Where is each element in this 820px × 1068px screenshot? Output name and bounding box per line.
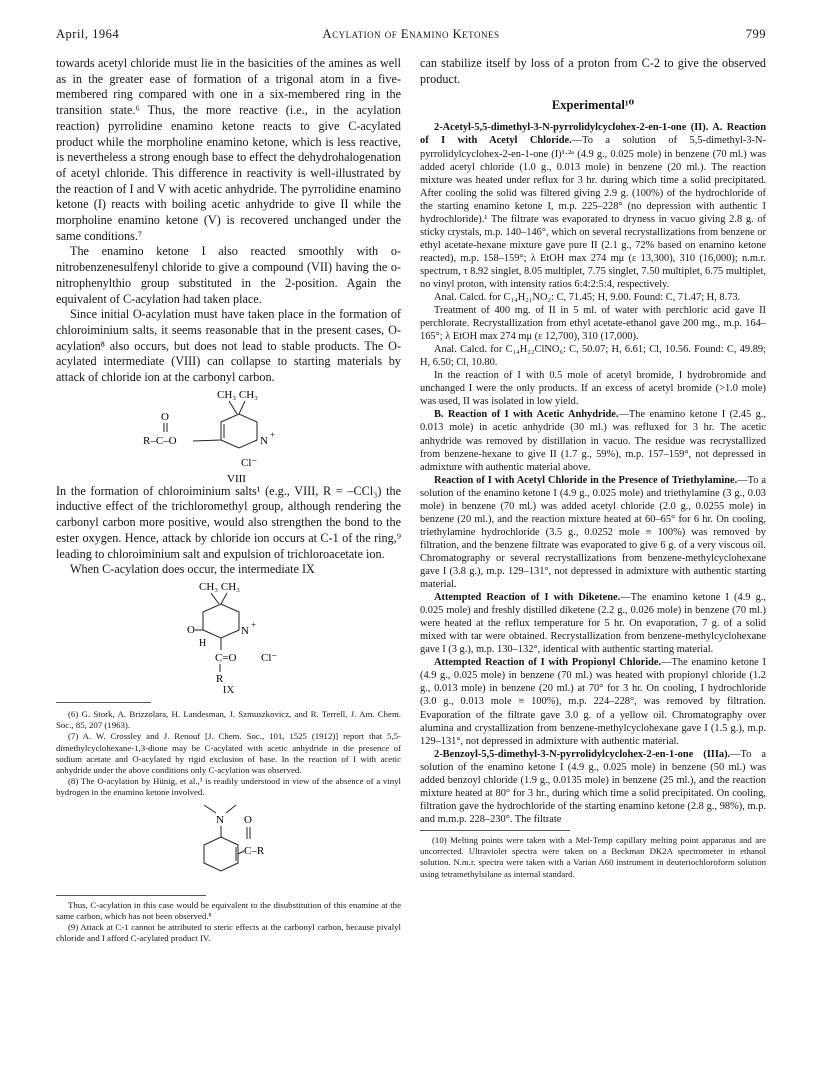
experimental-paragraph (420, 474, 766, 591)
footnote-rule (56, 895, 206, 896)
section-title: Experimental¹⁰ (551, 98, 635, 113)
acyl-carbonyl: C=O (214, 651, 236, 664)
body-paragraph: When C-acylation does occur, the intermediate IX (70, 562, 315, 577)
left-column (56, 56, 401, 944)
experimental-paragraph (420, 121, 766, 291)
r-group: R (215, 672, 223, 685)
footnote: (7) A. W. Crossley and J. Renouf [J. Chem. Soc., 101, 1525 (1912)] report that 5,5-dimethylcyclohexane-1,3-dione may be C-acylated with acetic anhydride in the presence of sodium acetate and O-acylated by rigid exclusion of base. In the reaction of I with acetic anhydride under the above conditions only C-acylation was observed. (56, 731, 401, 775)
chloride-ion: Cl⁻ (240, 456, 257, 469)
structure-ix (129, 578, 329, 688)
chloride-ion: Cl⁻ (260, 651, 277, 664)
paragraph-text: —The enamino ketone I (2.45 g., 0.013 mole) in acetic anhydride (30 ml.) was refluxed for 3 hr. The acetic anhydride was removed by distillation in vacuo. The residue was recrystallized from benzene-hexane to give II (1.7 g., 59%), m.p. 157–159°, not depressed in admixture with authentic material above. (420, 409, 766, 473)
ester-group: R–C–O (142, 434, 177, 447)
footnote: (6) G. Stork, A. Brizzolara, H. Landesman, J. Szmuszkovicz, and R. Terrell, J. Am. Chem. Soc., 85, 207 (1963). (56, 708, 401, 731)
run-in-heading: 2-Benzoyl-5,5-dimethyl-3-N-pyrrolidylcyclohex-2-en-1-one (IIIa). (434, 748, 731, 760)
paragraph-text: —To a solution of the enamino ketone I (4.9 g., 0.025 mole) in benzene (50 ml.) was added benzoyl chloride (1.9 g., 0.0135 mole) in benzene (25 ml.), and the reaction mixture heated at 80° for 3 hr., during which time a solid precipitated. On cooling, filtration gave the hydrochloride of the starting enamino ketone (2.8 g., 98%), m.p. and m.m.p. 228–230°. The filtrate (420, 748, 767, 825)
header-title: Acylation of Enamino Ketones (322, 27, 500, 41)
experimental-paragraph: Anal. Calcd. for C₁₄H₂₁NO₂: C, 71.45; H, 9.00. Found: C, 71.47; H, 8.73. (434, 292, 741, 304)
footnotes (56, 709, 401, 799)
ring-o: O (186, 623, 195, 636)
page-header (56, 27, 766, 43)
body-paragraph: Since initial O-acylation must have taken place in the formation of chloroiminium salts, it seems reasonable that in the present cases, O-acylation⁸ also occurs, but does not lead to stable products. The O-acylated intermediate (VIII) can collapse to starting materials by attack of chloride ion at the carbonyl carbon. (56, 307, 401, 385)
run-in-heading: Attempted Reaction of I with Propionyl Chloride. (434, 657, 662, 669)
experimental-paragraph (420, 656, 766, 747)
run-in-heading: B. Reaction of I with Acetic Anhydride. (434, 409, 619, 421)
body-paragraph: The enamino ketone I also reacted smoothly with o-nitrobenzenesulfenyl chloride to give a compound (VII) having the o-nitrophenylthio group substituted in the 2-position. Again the equivalent of C-acylation had taken place. (56, 244, 401, 306)
experimental-paragraph (420, 591, 766, 656)
body-paragraph: can stabilize itself by loss of a proton from C-2 to give the observed product. (420, 56, 766, 86)
right-column (420, 56, 766, 880)
methyl-label: CH₃ CH₃ (216, 388, 258, 401)
experimental-paragraph: In the reaction of I with 0.5 mole of acetyl bromide, I hydrobromide and unchanged I were the only products. If an excess of acetyl bromide (>1.0 mole) was used, II was isolated in low yield. (420, 370, 766, 408)
body-paragraph: In the formation of chloroiminium salts¹ (e.g., VIII, R = –CCl₃) the inductive effect of the trichloromethyl group, although rendering the carbonyl carbon more positive, would also strengthen the bond to the ester oxygen. Hence, attack by chloride ion occurs at C-1 of the ring,⁹ leading to chloroiminium salt and expulsion of trichloroacetate ion. (56, 483, 401, 561)
experimental-paragraph: Anal. Calcd. for C₁₄H₂₂ClNO₆: C, 50.07; H, 6.61; Cl, 10.56. Found: C, 49.89; H, 6.50; Cl, 10.80. (420, 344, 766, 369)
carbonyl-o: O (160, 410, 169, 423)
paragraph-text: —To a solution of 5,5-dimethyl-3-N-pyrrolidylcyclohex-2-en-1-one (I)¹·²ᵃ (4.9 g., 0.025 mole) in benzene (70 ml.) was added acetyl chloride (1.0 g., 0.013 mole) in benzene (20 ml.). The reaction mixture was heated under reflux for 3 hr. during which time a solid precipitated. After cooling the solid was filtered giving 2.9 g. (100%) of the hydrochloride of the starting enamino ketone I, m.p. 225–228° (no depression with authentic I hydrochloride).¹ The filtrate was evaporated to dryness in vacuo giving 2.8 g. of sticky crystals, m.p. 140–146°, which on several recrystallizations from benzene or ethyl acetate-hexane mixture gave pure II (2.1 g., 72% based on enamino ketone reacted), m.p. 158–159°; λ EtOH max 274 mμ (ε 13,300), 310 (16,000); n.m.r. spectrum, τ 8.92 singlet, 8.05 multiplet, 7.75 singlet, 7.50 multiplet, 6.75 multiplet, no vinyl proton, with intensity ratios 6:4:2:5:4, respectively. (420, 135, 766, 290)
experimental-paragraph: Treatment of 400 mg. of II in 5 ml. of water with perchloric acid gave II perchlorate. Recrystallization from ethyl acetate-ethanol gave 200 mg., m.p. 164–165°; λ EtOH max 274 mμ (ε 12,700), 310 (17,000). (420, 305, 766, 343)
paragraph-text: —To a solution of the enamino ketone I (4.9 g., 0.025 mole) and triethylamine (3 g., 0.03 mole) in benzene (70 ml.) was added acetyl chloride (2.0 g., 0.0255 mole) in benzene (20 ml.), and the reaction mixture heated at 60–65° for 6 hr. On cooling, triethylamine hydrochloride (3.5 g., 0.0252 mole ≡ 100%) was removed by filtration, and the benzene filtrate was evaporated to give 6 g. of a very viscous oil. Chromatography or several recrystallizations from benzene-methylcyclohexane gave I (3.8 g.), m.p. 129–131°, not depressed in admixture with authentic starting material. (420, 474, 767, 591)
footnote: (9) Attack at C-1 cannot be attributed to steric effects at the carbonyl carbon, because pivalyl chloride and I afford C-acylated product IV. (56, 922, 401, 944)
methyl-label: CH₃ CH₃ (198, 580, 240, 593)
structure-viii (129, 386, 329, 484)
amine-n: N (215, 813, 224, 826)
experimental-paragraph (420, 748, 766, 826)
footnote: Thus, C-acylation in this case would be equivalent to the disubstitution of this enamine at the same carbon, which has not been observed.⁸ (56, 899, 401, 921)
header-date: April, 1964 (56, 27, 120, 41)
paragraph-text: —The enamino ketone I (4.9 g., 0.025 mole) and freshly distilled diketene (2.2 g., 0.026 mole) in benzene (70 ml.) were heated at the reflux temperature for 5 hr. On evaporation, 7 g. of a solid mixed with tar were obtained. Recrystallization from benzene-methylcyclohexane gave I (3 g.), m.p. 130–132°, identical with authentic starting material. (420, 592, 766, 656)
body-paragraph: towards acetyl chloride must lie in the basicities of the amines as well as in the greater ease of formation of a trigonal atom in a five-membered ring compared with one in a six-membered ring in the transition state.⁶ Thus, the more reactive (i.e., in the acylation reaction) pyrrolidine enamino ketone reacts to give C-acylated product while the morpholine enamino ketone, which is less reactive, is nevertheless a strong enough base to effect the dehydrohalogenation of acetyl chloride. This difference in reactivity is well-illustrated by the reaction of I and V with acetic anhydride. The pyrrolidine enamino ketone (I) reacts with boiling acetic anhydride to give II while the morpholine enamino ketone (V) is recovered unchanged under the same conditions.⁷ (56, 56, 401, 243)
acyl-group: C–R (243, 844, 264, 857)
header-page-number: 799 (745, 27, 766, 41)
iminium-n: N (240, 624, 249, 637)
paragraph-text: —The enamino ketone I (4.9 g., 0.025 mole) in benzene (70 ml.) was heated with propionyl chloride (1.2 g., 0.013 mole) in benzene (20 ml.) at 70° for 3 hr. On cooling, I hydrochloride (3.0 g., 0.013 mole ≡ 100%), m.p. 224–228°, was removed by filtration. Evaporation of the filtrate gave 3.0 g. of a yellow oil. Chromatography over alumina and crystallization from benzene-methylcyclohexane gave I (1.5 g.), m.p. 129–131°, not depressed in admixture with authentic material. (420, 657, 766, 747)
compound-label-ix: IX (222, 683, 235, 696)
svg-text:+: + (269, 429, 275, 440)
iminium-n: N (259, 434, 268, 447)
structure-footnote (164, 799, 294, 891)
run-in-heading: Attempted Reaction of I with Diketene. (434, 592, 621, 604)
ring-h: H (198, 637, 206, 649)
footnote-rule (420, 830, 570, 831)
carbonyl-o: O (243, 813, 252, 826)
footnote: (10) Melting points were taken with a Mel-Temp capillary melting point apparatus and are uncorrected. Ultraviolet spectra were taken on a Beckman DK2A spectrometer in ethanol solution. N.m.r. spectra were taken with a Varian A60 instrument in deuteriochloroform solution using tetramethylsilane as internal standard. (420, 834, 766, 879)
compound-label-viii: VIII (226, 472, 246, 484)
footnote-rule (56, 702, 151, 703)
experimental-paragraph (420, 408, 766, 473)
run-in-heading: 2-Acetyl-5,5-dimethyl-3-N-pyrrolidylcyclohex-2-en-1-one (II). A. Reaction of I with Acetyl Chloride. (420, 122, 766, 147)
run-in-heading: Reaction of I with Acetyl Chloride in the Presence of Triethylamine. (434, 474, 738, 486)
svg-text:+: + (250, 619, 256, 630)
footnote: (8) The O-acylation by Hünig, et al.,³ is readily understood in view of the absence of a vinyl hydrogen in the enamino ketone involved. (56, 776, 401, 798)
